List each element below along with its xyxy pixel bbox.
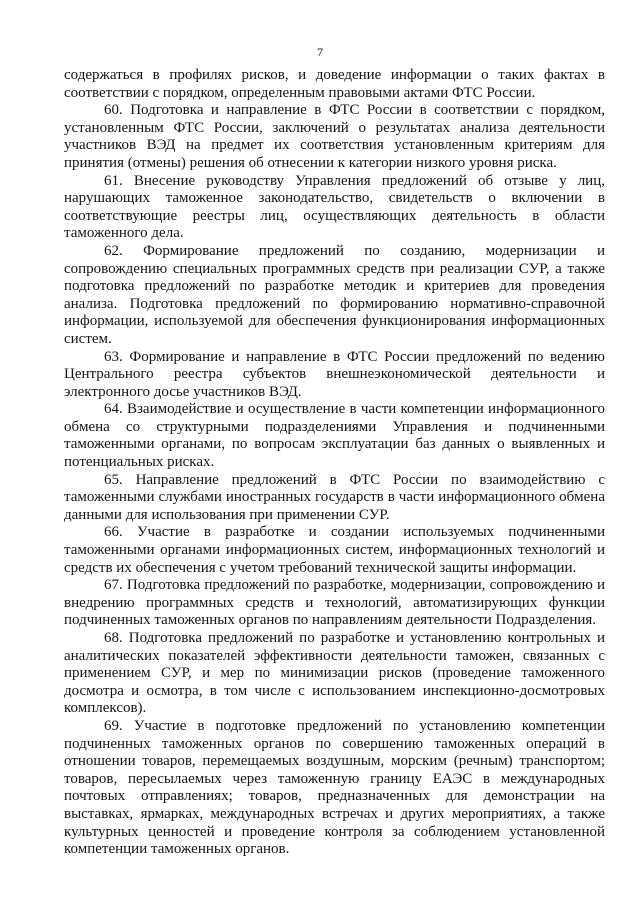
document-body bbox=[64, 67, 605, 859]
paragraph-69: 69. Участие в подготовке предложений по установлению компетенции подчиненных таможенных органов по совершению таможенных операций в отношении товаров, перемещаемых воздушным, морским (речным) транспортом; товаров, пересылаемых через таможенную границу ЕАЭС в международных почтовых отправлениях; товаров, предназначенных для демонстрации на выставках, ярмарках, международных встречах и других мероприятиях, а также культурных ценностей и проведение контроля за соблюдением установленной компетенции таможенных органов. bbox=[64, 717, 605, 858]
paragraph-65: 65. Направление предложений в ФТС России по взаимодействию с таможенными службами иностранных государств в части информационного обмена данными для использования при применении СУР. bbox=[64, 471, 605, 523]
paragraph-60: 60. Подготовка и направление в ФТС России в соответствии с порядком, установленным ФТС России, заключений о результатах анализа деятельности участников ВЭД на предмет их соответствия установленным критериям для принятия (отмены) решения об отнесении к категории низкого уровня риска. bbox=[64, 102, 605, 171]
paragraph-68: 68. Подготовка предложений по разработке и установлению контрольных и аналитических показателей эффективности деятельности таможен, связанных с применением СУР, и мер по минимизации рисков (проведение таможенного досмотра и осмотра, в том числе с использованием инспекционно-досмотровых комплексов). bbox=[64, 630, 605, 717]
paragraph-67: 67. Подготовка предложений по разработке, модернизации, сопровождению и внедрению программных средств и технологий, автоматизирующих функции подчиненных таможенных органов по направлениям деятельности Подразделения. bbox=[64, 577, 605, 629]
paragraph-continuation: содержаться в профилях рисков, и доведение информации о таких фактах в соответствии с порядком, определенным правовыми актами ФТС России. bbox=[64, 67, 605, 101]
page-number: 7 bbox=[317, 45, 323, 59]
paragraph-62: 62. Формирование предложений по созданию, модернизации и сопровождению специальных программных средств при реализации СУР, а также подготовка предложений по разработке методик и критериев для проведения анализа. Подготовка предложений по формированию нормативно-справочной информации, используемой для обеспечения функционирования информационных систем. bbox=[64, 242, 605, 347]
paragraph-61: 61. Внесение руководству Управления предложений об отзыве у лиц, нарушающих таможенное законодательство, свидетельств о включении в соответствующие реестры лиц, осуществляющих деятельность в области таможенного дела. bbox=[64, 172, 605, 242]
paragraph-66: 66. Участие в разработке и создании используемых подчиненными таможенными органами информационных систем, информационных технологий и средств их обеспечения с учетом требований технической защиты информации. bbox=[64, 524, 605, 576]
paragraph-63: 63. Формирование и направление в ФТС России предложений по ведению Центрального реестра субъектов внешнеэкономической деятельности и электронного досье участников ВЭД. bbox=[64, 348, 605, 400]
paragraph-64: 64. Взаимодействие и осуществление в части компетенции информационного обмена со структурными подразделениями Управления и подчиненными таможенными органами, по вопросам эксплуатации баз данных о выявленных и потенциальных рисках. bbox=[64, 401, 605, 471]
